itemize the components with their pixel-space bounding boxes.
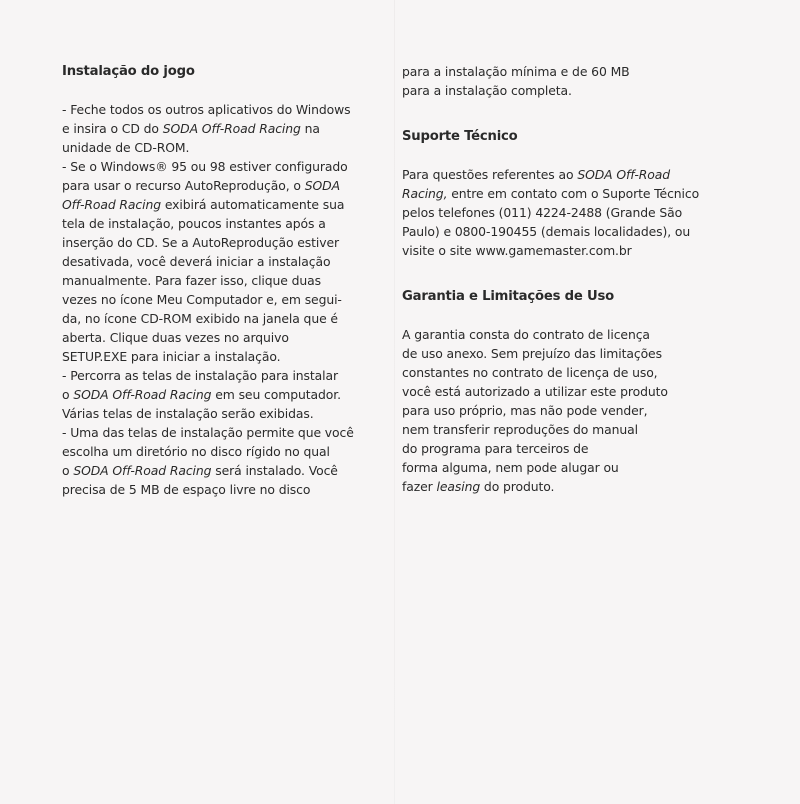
page-fold	[394, 0, 395, 804]
text-line: Várias telas de instalação serão exibidas.	[62, 406, 314, 421]
text-line: SETUP.EXE para iniciar a instalação.	[62, 349, 281, 364]
installation-step	[62, 366, 382, 423]
text-line: para a instalação completa.	[402, 83, 572, 98]
text-line: de uso anexo. Sem prejuízo das limitações	[402, 346, 662, 361]
left-column	[62, 62, 382, 499]
text-line: A garantia consta do contrato de licença	[402, 327, 650, 342]
text-line: Paulo) e 0800-190455 (demais localidades), ou	[402, 224, 691, 239]
text-line: para a instalação mínima e de 60 MB	[402, 64, 630, 79]
text-line: visite o site www.gamemaster.com.br	[402, 243, 632, 258]
text-line: pelos telefones (011) 4224-2488 (Grande São	[402, 205, 683, 220]
text-line: vezes no ícone Meu Computador e, em segui-	[62, 292, 342, 307]
installation-step	[62, 100, 382, 157]
installation-step	[62, 157, 382, 366]
text-line: você está autorizado a utilizar este produto	[402, 384, 668, 399]
text-line: fazer leasing do produto.	[402, 479, 555, 494]
support-title: Suporte Técnico	[402, 129, 518, 144]
text-line: o SODA Off-Road Racing será instalado. Você	[62, 463, 338, 478]
text-line: - Percorra as telas de instalação para instalar	[62, 368, 338, 383]
text-line: - Feche todos os outros aplicativos do Windows	[62, 102, 351, 117]
text-line: Off-Road Racing exibirá automaticamente sua	[62, 197, 345, 212]
text-line: Racing, entre em contato com o Suporte Técnico	[402, 186, 700, 201]
text-line: manualmente. Para fazer isso, clique duas	[62, 273, 322, 288]
text-line: da, no ícone CD-ROM exibido na janela que é	[62, 311, 338, 326]
text-line: unidade de CD-ROM.	[62, 140, 190, 155]
text-line: desativada, você deverá iniciar a instalação	[62, 254, 331, 269]
installation-continued	[402, 62, 692, 100]
text-line: aberta. Clique duas vezes no arquivo	[62, 330, 289, 345]
text-line: o SODA Off-Road Racing em seu computador.	[62, 387, 341, 402]
text-line: escolha um diretório no disco rígido no qual	[62, 444, 330, 459]
support-text	[402, 165, 700, 260]
text-line: tela de instalação, poucos instantes após a	[62, 216, 326, 231]
text-line: para usar o recurso AutoReprodução, o SODA	[62, 178, 340, 193]
right-column	[402, 62, 700, 496]
text-line: inserção do CD. Se a AutoReprodução estiver	[62, 235, 340, 250]
text-line: do programa para terceiros de	[402, 441, 589, 456]
installation-title: Instalação do jogo	[62, 64, 195, 79]
installation-step	[62, 423, 382, 499]
warranty-text	[402, 325, 692, 496]
installation-steps	[62, 100, 382, 499]
text-line: nem transferir reproduções do manual	[402, 422, 638, 437]
text-line: e insira o CD do SODA Off-Road Racing na	[62, 121, 320, 136]
text-line: precisa de 5 MB de espaço livre no disco	[62, 482, 311, 497]
text-line: forma alguma, nem pode alugar ou	[402, 460, 619, 475]
text-line: Para questões referentes ao SODA Off-Road	[402, 167, 670, 182]
text-line: - Se o Windows® 95 ou 98 estiver configurado	[62, 159, 348, 174]
warranty-title: Garantia e Limitações de Uso	[402, 289, 615, 304]
text-line: para uso próprio, mas não pode vender,	[402, 403, 648, 418]
text-line: constantes no contrato de licença de uso,	[402, 365, 658, 380]
text-line: - Uma das telas de instalação permite que você	[62, 425, 354, 440]
